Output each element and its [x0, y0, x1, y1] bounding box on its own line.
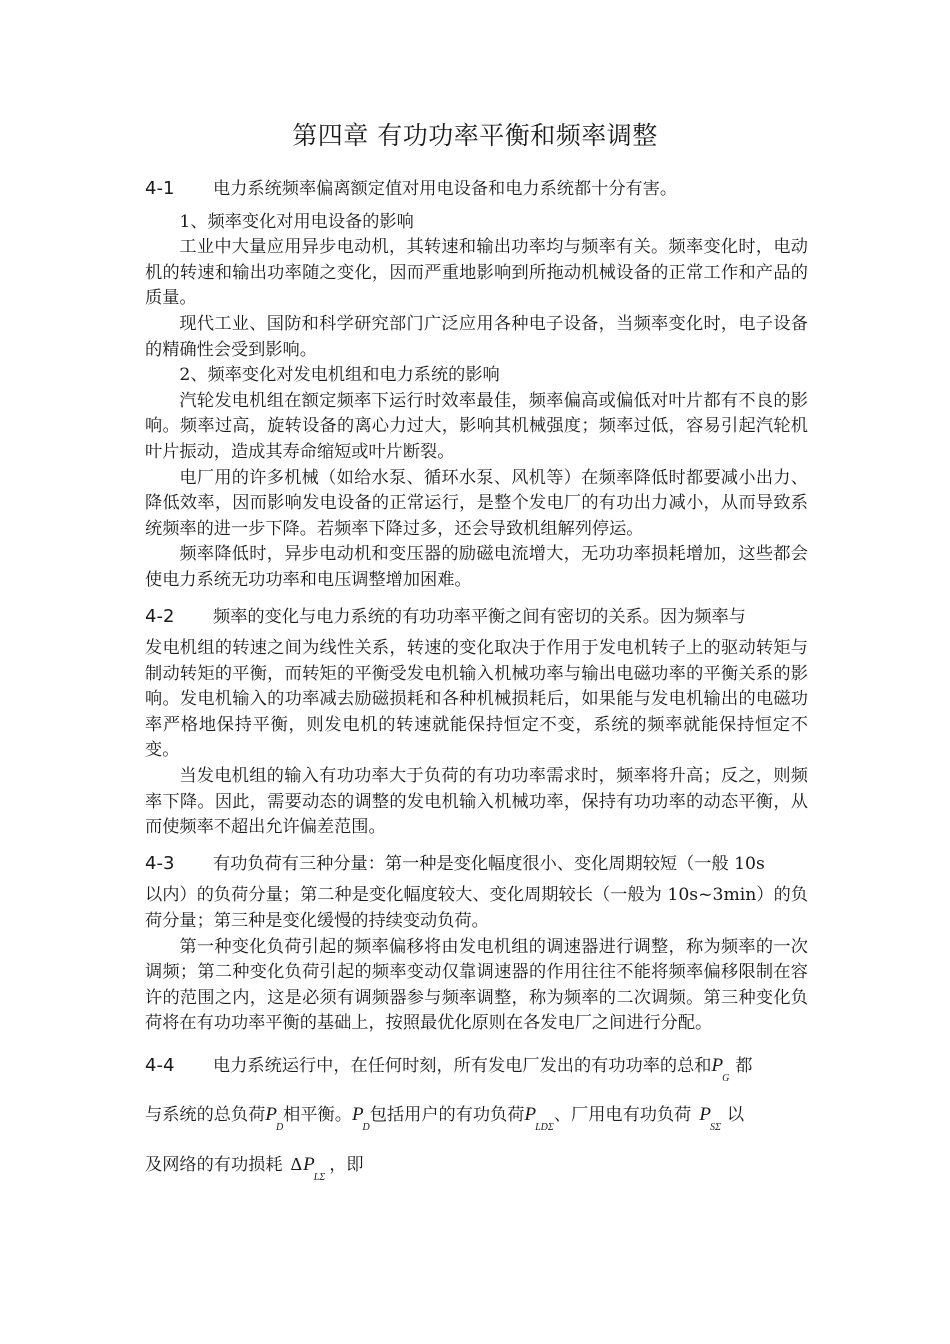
- section-lead: 电力系统运行中，在任何时刻，所有发电厂发出的有功功率的总和: [213, 1056, 712, 1076]
- paragraph: 当发电机组的输入有功功率大于负荷的有功功率需求时，频率将升高；反之，则频率下降。因此，需要动态的调整的发电机输入机械功率，保持有功功率的动态平衡，从而使频率不超出允许偏差范围。: [145, 766, 808, 838]
- paragraph: 发电机组的转速之间为线性关系，转速的变化取决于作用于发电机转子上的驱动转矩与制动转矩的平衡，而转矩的平衡受发电机输入机械功率与输出电磁功率的平衡关系的影响。发电机输入的功率减去励磁损耗和各种机械损耗后，如果能与发电机输出的电磁功率严格地保持平衡，则发电机的转速就能保持恒定不变，系统的频率就能保持恒定不变。: [145, 638, 808, 761]
- text: 相平衡。: [283, 1105, 352, 1125]
- paragraph: 工业中大量应用异步电动机，其转速和输出功率均与频率有关。频率变化时，电动机的转速和输出功率随之变化，因而严重地影响到所拖动机械设备的正常工作和产品的质量。: [145, 237, 808, 309]
- section-number: 4-4: [145, 1055, 175, 1076]
- symbol-PG: $P_G$: [711, 1055, 730, 1084]
- paragraph: 以内）的负荷分量；第二种是变化幅度较大、变化周期较长（一般为 10s~3min）的负荷分量；第三种是变化缓慢的持续变动负荷。: [145, 885, 808, 932]
- section-number: 4-1: [145, 178, 175, 199]
- section-number: 4-3: [145, 852, 175, 874]
- symbol-PD: $P_D$: [351, 1104, 370, 1133]
- symbol-PS: $P_{S\Sigma}$: [699, 1104, 721, 1133]
- section-lead: 频率的变化与电力系统的有功功率平衡之间有密切的关系。因为频率与: [213, 606, 746, 627]
- paragraph: 电厂用的许多机械（如给水泵、循环水泵、风机等）在频率降低时都要减小出力、降低效率，因而影响发电设备的正常运行，是整个发电厂的有功出力减小，从而导致系统频率的进一步下降。若频率下降过多，还会导致机组解列停运。: [145, 467, 808, 539]
- paragraph: 现代工业、国防和科学研究部门广泛应用各种电子设备，当频率变化时，电子设备的精确性会受到影响。: [145, 313, 808, 360]
- section-4-1: [145, 176, 808, 594]
- paragraph: 第一种变化负荷引起的频率偏移将由发电机组的调速器进行调整，称为频率的一次调频；第二种变化负荷引起的频率变动仅靠调速器的作用往往不能将频率偏移限制在容许的范围之内，这是必须有调频器参与频率调整，称为频率的二次调频。第三种变化负荷将在有功功率平衡的基础上，按照最优化原则在各发电厂之间进行分配。: [145, 936, 808, 1034]
- paragraph: 汽轮发电机组在额定频率下运行时效率最佳，频率偏高或偏低对叶片都有不良的影响。频率过高，旋转设备的离心力过大，影响其机械强度；频率过低，容易引起汽轮机叶片振动，造成其寿命缩短或叶片断裂。: [145, 390, 808, 462]
- section-number: 4-2: [145, 605, 175, 627]
- text: 以: [726, 1105, 745, 1125]
- text: 包括用户的有功负荷: [369, 1105, 525, 1125]
- text: 及网络的有功损耗: [145, 1155, 283, 1175]
- text: ，即: [329, 1155, 364, 1175]
- symbol-PLD: $P_{LD\Sigma}$: [524, 1104, 554, 1133]
- symbol-PD: $P_D$: [265, 1104, 284, 1133]
- paragraph: 1、频率变化对用电设备的影响: [179, 211, 414, 232]
- section-4-2: [145, 604, 808, 841]
- text: 与系统的总负荷: [145, 1105, 266, 1125]
- document-body: [145, 176, 808, 1185]
- section-lead: 有功负荷有三种分量：第一种是变化幅度很小、变化周期较短（一般 10s: [213, 853, 765, 874]
- chapter-title: 第四章 有功功率平衡和频率调整: [292, 121, 658, 150]
- section-4-3: [145, 851, 808, 1037]
- paragraph: 频率降低时，异步电动机和变压器的励磁电流增大，无功功率损耗增加，这些都会使电力系统无功功率和电压调整增加困难。: [145, 544, 808, 590]
- section-lead: 电力系统频率偏离额定值对用电设备和电力系统都十分有害。: [213, 179, 678, 199]
- text: 、厂用电有功负荷: [553, 1105, 692, 1125]
- section-4-4: [145, 1049, 808, 1185]
- symbol-delta-PL: $\Delta P_{L\Sigma}$: [290, 1154, 326, 1183]
- text: 都: [735, 1056, 753, 1076]
- paragraph: 2、频率变化对发电机组和电力系统的影响: [179, 365, 500, 386]
